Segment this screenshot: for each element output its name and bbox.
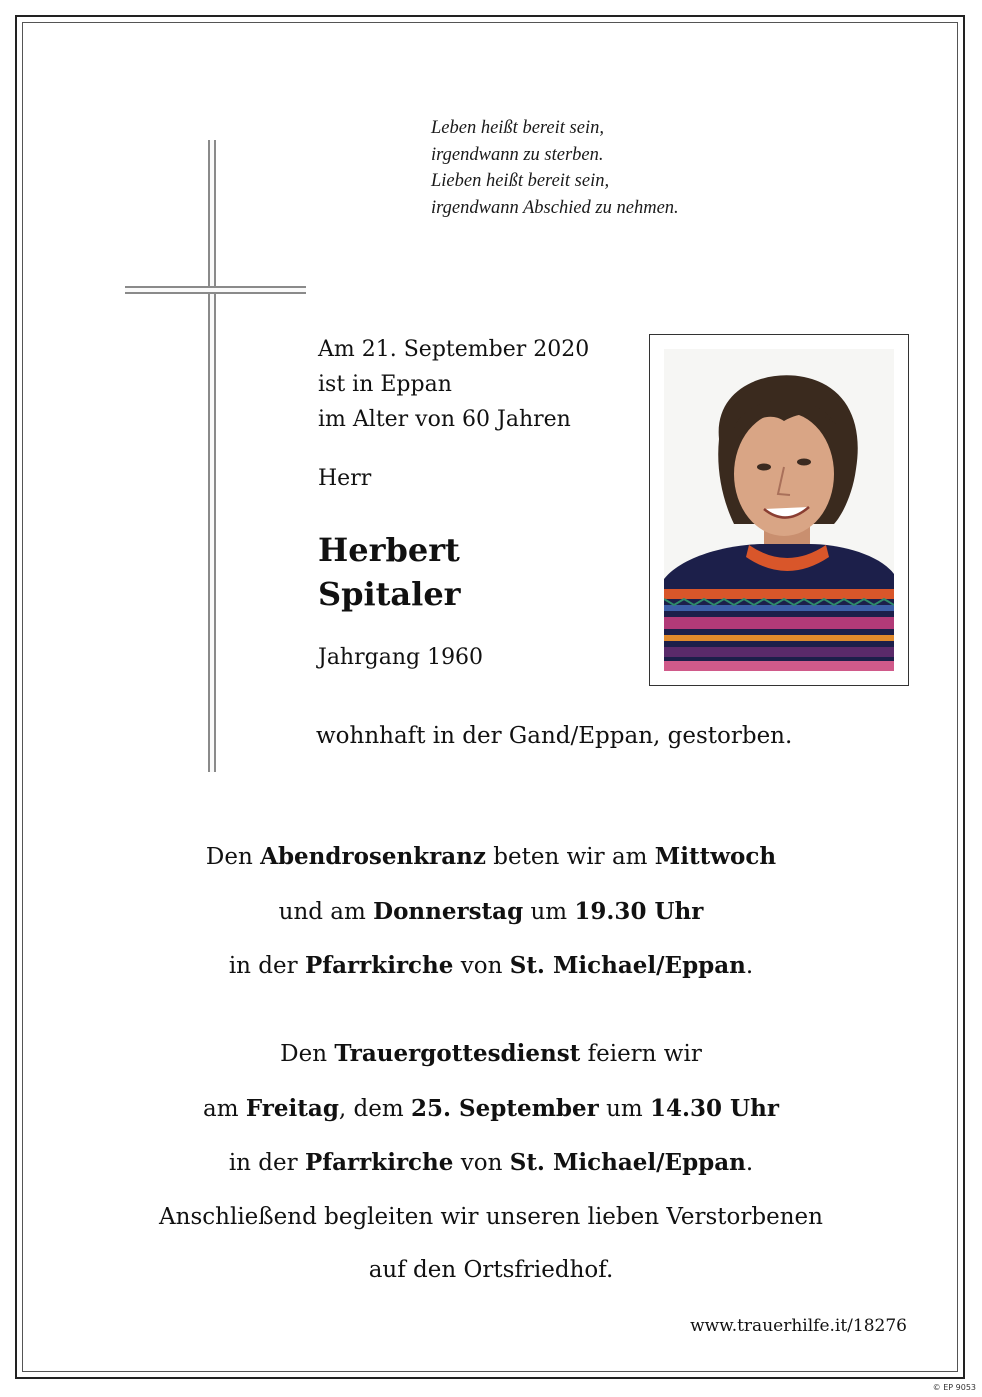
age: im Alter von 60 Jahren [318, 407, 571, 432]
quote-line: Leben heißt bereit sein, [431, 118, 604, 138]
quote-line: Lieben heißt bereit sein, [431, 171, 610, 191]
death-notice [318, 332, 589, 437]
birth-year: Jahrgang 1960 [318, 645, 484, 670]
deceased-name [318, 528, 461, 616]
rosary-line-1: Den Abendrosenkranz beten wir am Mittwoch [205, 843, 777, 870]
funeral-line-1: Den Trauergottesdienst feiern wir [280, 1040, 702, 1067]
last-name: Spitaler [318, 575, 461, 613]
funeral-line-4: Anschließend begleiten wir unseren lieben Verstorbenen [159, 1203, 823, 1230]
rosary-announcement [60, 830, 922, 994]
death-place: ist in Eppan [318, 372, 452, 397]
website-link[interactable]: www.trauerhilfe.it/18276 [690, 1316, 907, 1336]
first-name: Herbert [318, 531, 460, 569]
portrait-photo [664, 349, 894, 671]
death-date: Am 21. September 2020 [318, 337, 590, 362]
funeral-line-3: in der Pfarrkirche von St. Michael/Eppan. [228, 1149, 754, 1176]
portrait-frame [649, 334, 909, 686]
funeral-line-5: auf den Ortsfriedhof. [368, 1257, 614, 1283]
funeral-announcement [60, 1027, 922, 1298]
residence: wohnhaft in der Gand/Eppan, gestorben. [316, 723, 793, 749]
quote [431, 115, 791, 221]
rosary-line-2: und am Donnerstag um 19.30 Uhr [278, 897, 704, 925]
funeral-line-2: am Freitag, dem 25. September um 14.30 Uhr [203, 1094, 779, 1122]
cross-icon [208, 140, 216, 772]
quote-line: irgendwann zu sterben. [431, 144, 604, 165]
portrait-image [664, 349, 894, 671]
quote-line: irgendwann Abschied zu nehmen. [431, 197, 679, 218]
salutation: Herr [318, 466, 372, 491]
cross-bar [125, 286, 306, 294]
rosary-line-3: in der Pfarrkirche von St. Michael/Eppan. [228, 952, 754, 979]
document-code: © EP 9053 [932, 1383, 976, 1392]
